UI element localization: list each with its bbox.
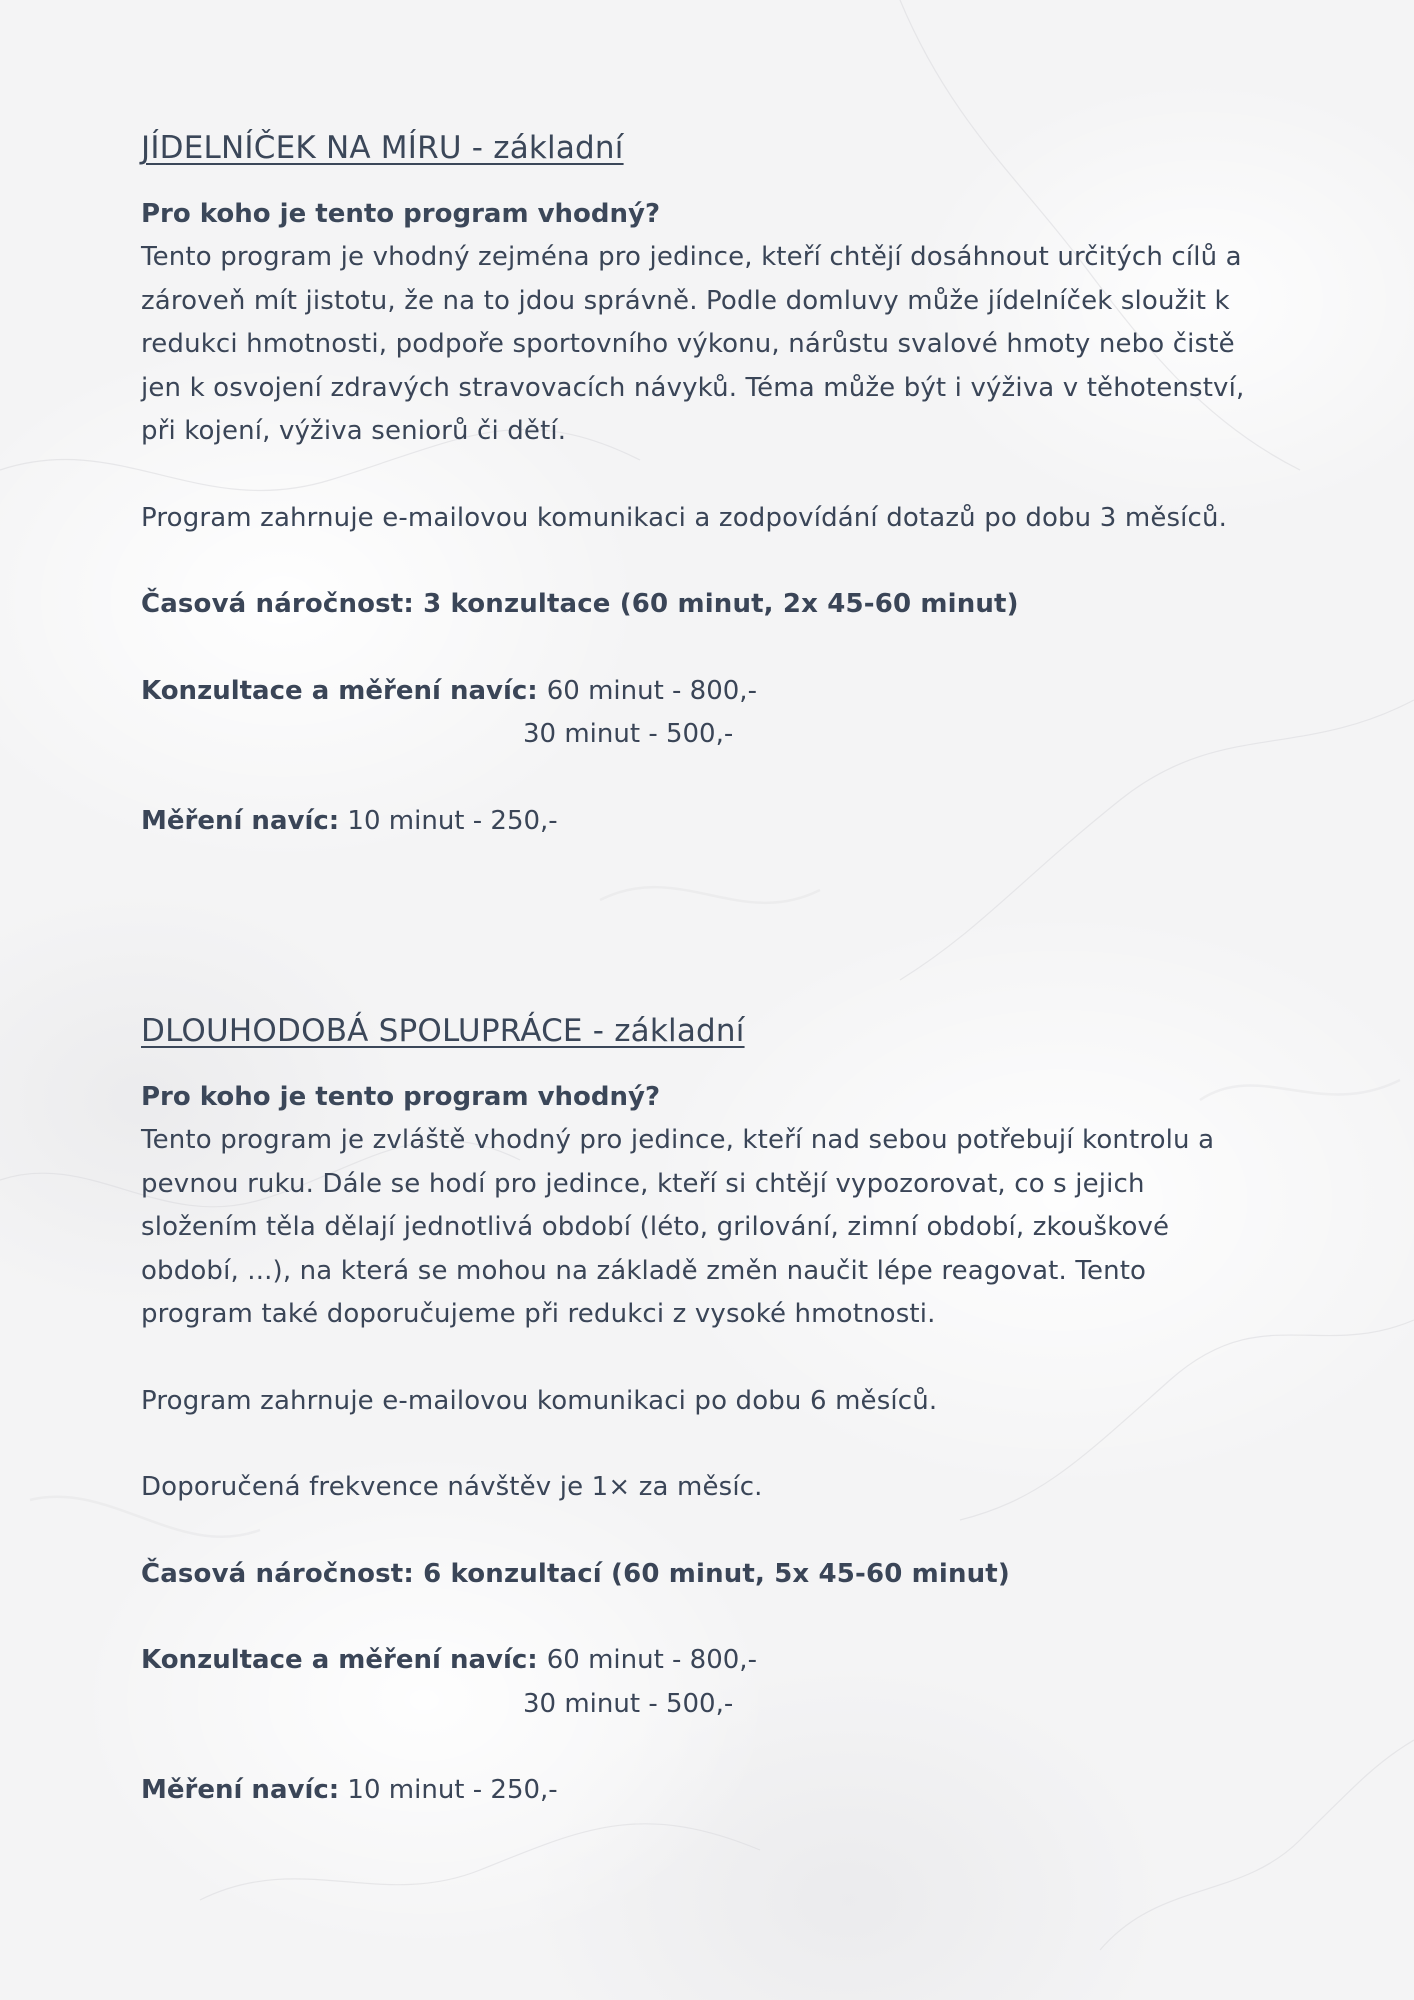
- extra-consultation-label: Konzultace a měření navíc:: [141, 675, 547, 706]
- description-line: při kojení, výživa seniorů či dětí.: [141, 416, 567, 446]
- content-page: [141, 130, 1291, 1813]
- description-line: redukci hmotnosti, podpoře sportovního výkonu, nárůstu svalové hmoty nebo čistě: [141, 329, 1235, 359]
- description-line: Tento program je zvláště vhodný pro jedince, kteří nad sebou potřebují kontrolu a: [141, 1125, 1215, 1155]
- description-line: Tento program je vhodný zejména pro jedince, kteří chtějí dosáhnout určitých cílů a: [141, 242, 1242, 272]
- program-section-jidelnicek: [141, 130, 1291, 843]
- description-line: jen k osvojení zdravých stravovacích návyků. Téma může být i výživa v těhotenství,: [141, 372, 1245, 403]
- extra-price-60: 60 minut - 800,-: [546, 675, 757, 706]
- section-description: [141, 1119, 1291, 1337]
- measurement-price: 10 minut - 250,-: [339, 1775, 558, 1805]
- description-line: program také doporučujeme při redukci z vysoké hmotnosti.: [141, 1299, 936, 1329]
- section-description: [141, 236, 1291, 454]
- communication-text: Program zahrnuje e-mailovou komunikaci po dobu 6 měsíců.: [141, 1385, 938, 1416]
- extra-price-30: 30 minut - 500,-: [523, 719, 734, 749]
- extra-consultation-price: [141, 670, 1291, 714]
- description-line: zároveň mít jistotu, že na to jdou správně. Podle domluvy může jídelníček sloužit k: [141, 285, 1230, 316]
- time-requirement: Časová náročnost: 3 konzultace (60 minut, 2x 45-60 minut): [141, 589, 1019, 619]
- section-question: Pro koho je tento program vhodný?: [141, 1082, 661, 1112]
- extra-measurement-label: Měření navíc:: [141, 1775, 340, 1805]
- extra-consultation-price: [141, 1639, 1291, 1683]
- section-title: DLOUHODOBÁ SPOLUPRÁCE - základní: [141, 1013, 745, 1049]
- extra-consultation-price-30: [141, 713, 1291, 757]
- communication-text: Program zahrnuje e-mailovou komunikaci a zodpovídání dotazů po dobu 3 měsíců.: [141, 502, 1228, 533]
- description-line: období, ...), na která se mohou na základě změn naučit lépe reagovat. Tento: [141, 1255, 1147, 1286]
- extra-price-60: 60 minut - 800,-: [546, 1645, 757, 1675]
- time-requirement: Časová náročnost: 6 konzultací (60 minut, 5x 45-60 minut): [141, 1558, 1010, 1589]
- program-section-dlouhodoba: [141, 1013, 1291, 1813]
- extra-measurement-price: [141, 800, 1291, 844]
- frequency-text: Doporučená frekvence návštěv je 1× za měsíc.: [141, 1472, 763, 1502]
- extra-measurement-label: Měření navíc:: [141, 805, 340, 836]
- extra-price-30: 30 minut - 500,-: [523, 1688, 734, 1719]
- section-title: JÍDELNÍČEK NA MÍRU - základní: [141, 130, 624, 166]
- extra-consultation-price-30: [141, 1683, 1291, 1727]
- description-line: pevnou ruku. Dále se hodí pro jedince, kteří si chtějí vypozorovat, co s jejich: [141, 1168, 1145, 1199]
- description-line: složením těla dělají jednotlivá období (léto, grilování, zimní období, zkouškové: [141, 1212, 1170, 1242]
- extra-consultation-label: Konzultace a měření navíc:: [141, 1645, 547, 1675]
- measurement-price: 10 minut - 250,-: [339, 805, 558, 836]
- section-question: Pro koho je tento program vhodný?: [141, 199, 661, 229]
- extra-measurement-price: [141, 1769, 1291, 1813]
